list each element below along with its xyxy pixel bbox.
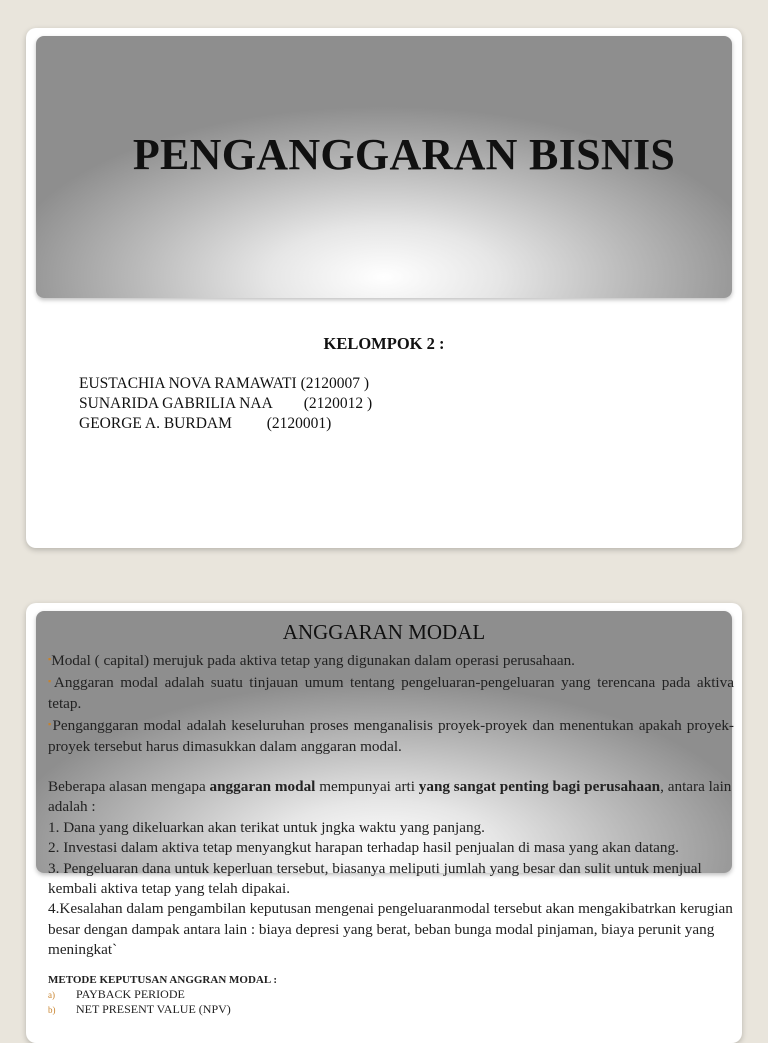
bullet-icon: ▪ — [48, 654, 52, 664]
intro-text: mempunyai arti — [315, 778, 419, 796]
member-row — [79, 375, 372, 395]
method-marker: a) — [48, 989, 55, 1000]
slide-anggaran-modal — [26, 603, 742, 1043]
method-marker: b) — [48, 1004, 56, 1015]
member-name: SUNARIDA GABRILIA NAA — [79, 395, 273, 412]
member-row — [79, 395, 372, 415]
method-label: PAYBACK PERIODE — [76, 986, 185, 1001]
method-item — [48, 1002, 734, 1017]
bullet-paragraph — [48, 714, 734, 757]
member-name: GEORGE A. BURDAM — [79, 415, 232, 432]
member-id: (2120007 ) — [296, 375, 370, 392]
member-list — [79, 375, 372, 435]
bullet-icon: ▪ — [48, 676, 54, 687]
slide-heading: ANGGARAN MODAL — [282, 620, 486, 644]
methods-title: METODE KEPUTUSAN ANGGRAN MODAL : — [48, 973, 277, 986]
reason-intro — [48, 777, 734, 818]
member-row — [79, 415, 372, 435]
member-id: (2120001) — [231, 415, 332, 432]
member-id: (2120012 ) — [272, 395, 373, 412]
slide-title — [26, 28, 742, 548]
intro-text: , antara lain adalah : — [48, 778, 732, 816]
bullet-paragraph — [48, 649, 734, 671]
method-label: NET PRESENT VALUE (NPV) — [76, 1001, 231, 1016]
slide-body — [48, 649, 734, 1017]
reason-item: 2. Investasi dalam aktiva tetap menyangkut harapan terhadap hasil penjualan di masa yang akan datang. — [48, 839, 679, 857]
reason-item: 1. Dana yang dikeluarkan akan terikat untuk jngka waktu yang panjang. — [48, 818, 485, 836]
group-label: KELOMPOK 2 : — [323, 334, 445, 353]
intro-bold-term: anggaran modal — [209, 778, 316, 796]
bullet-text: Penganggaran modal adalah keseluruhan proses menganalisis proyek-proyek dan menentukan apakah proyek-proyek tersebut harus dimasukkan dalam anggaran modal. — [48, 717, 734, 755]
presentation-title: PENGANGGARAN BISNIS — [132, 130, 676, 179]
intro-bold-phrase: yang sangat penting bagi perusahaan — [418, 778, 661, 796]
bullet-paragraph — [48, 671, 734, 714]
reason-item: 4.Kesalahan dalam pengambilan keputusan mengenai pengeluaranmodal tersebut akan mengakibatrkan kerugian besar dengan dampak antara lain : biaya depresi yang berat, beban bunga modal pinjaman, biaya perunit yang meningkat` — [48, 900, 733, 959]
bullet-icon: ▪ — [48, 719, 53, 730]
reason-item: 3. Pengeluaran dana untuk keperluan tersebut, biasanya meliputi jumlah yang besar dan sulit untuk menjual kembali aktiva tetap yang telah dipakai. — [48, 859, 702, 898]
member-name: EUSTACHIA NOVA RAMAWATI — [79, 375, 297, 392]
intro-text: Beberapa alasan mengapa — [48, 778, 210, 796]
method-item — [48, 987, 734, 1002]
bullet-text: Modal ( capital) merujuk pada aktiva tetap yang digunakan dalam operasi perusahaan. — [51, 652, 575, 669]
bullet-text: Anggaran modal adalah suatu tinjauan umum tentang pengeluaran-pengeluaran yang terencana pada aktiva tetap. — [48, 674, 734, 712]
